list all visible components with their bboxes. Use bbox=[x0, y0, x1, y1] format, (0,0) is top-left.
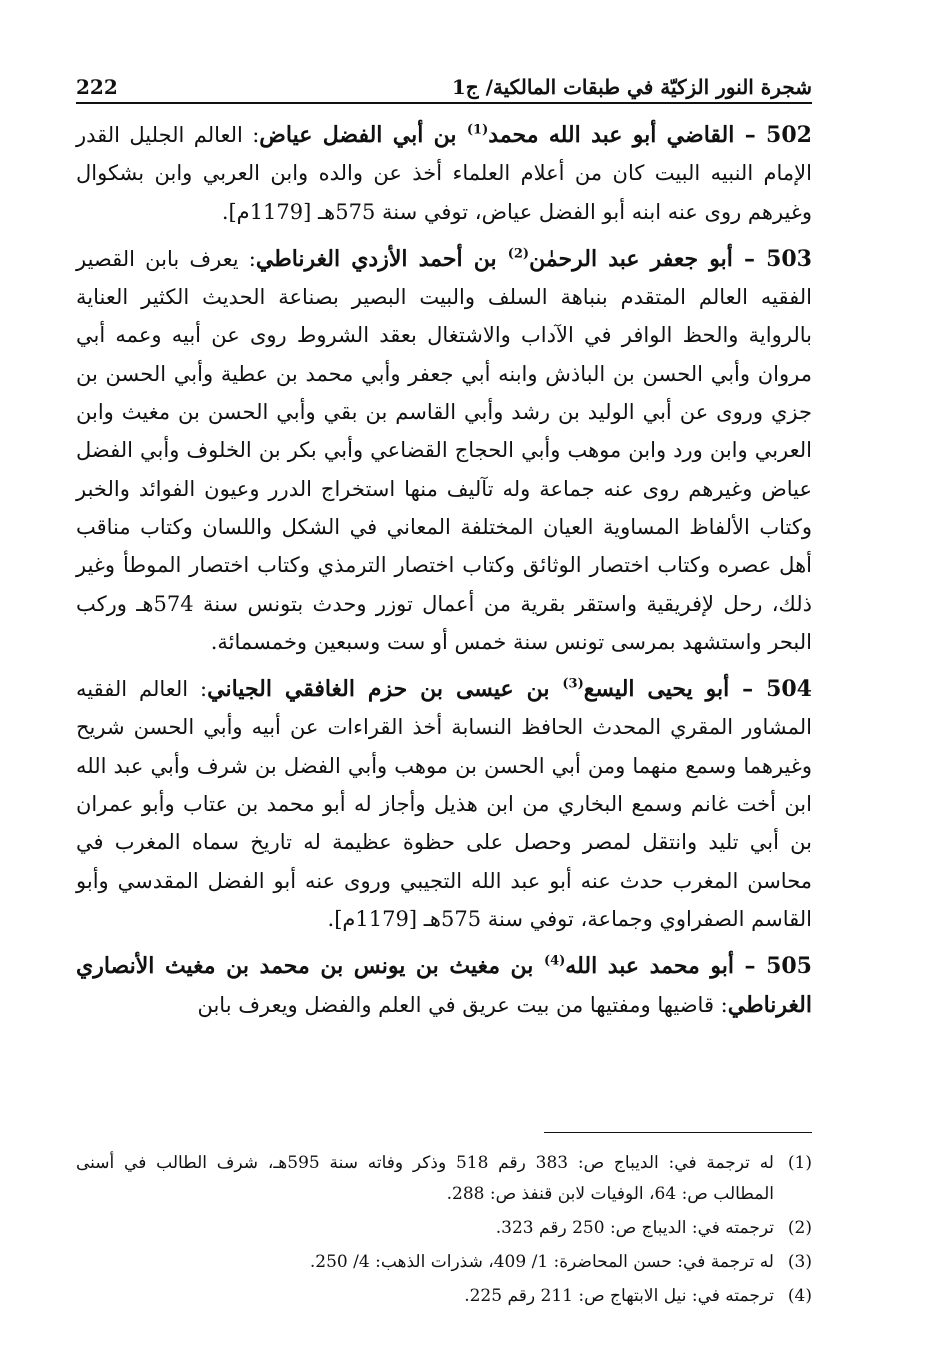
entry-number: 502 bbox=[766, 122, 812, 148]
footnote-number: (3) bbox=[787, 1252, 812, 1272]
running-title: شجرة النور الزكيّة في طبقات المالكية/ ج1 bbox=[451, 75, 812, 99]
entry-504 bbox=[76, 670, 812, 938]
footnote-4 bbox=[76, 1281, 812, 1312]
page-header bbox=[76, 66, 812, 100]
footnote-number: (2) bbox=[787, 1218, 812, 1238]
footnote-text: له ترجمة في: حسن المحاضرة: 1/ 409، شذرات الذهب: 4/ 250. bbox=[309, 1252, 774, 1272]
footnote-text: ترجمته في: الديباج ص: 250 رقم 323. bbox=[495, 1218, 774, 1238]
entry-503 bbox=[76, 240, 812, 661]
book-page bbox=[76, 66, 812, 1336]
entry-name: أبو يحيى اليسع bbox=[583, 676, 730, 703]
entry-number: 503 bbox=[766, 245, 812, 272]
entry-heading: 503 – أبو جعفر عبد الرحمٰن$^{(2)}$ بن أحمد الأزدي الغرناطي bbox=[255, 245, 812, 272]
footnotes bbox=[76, 1148, 812, 1315]
entry-name: أبو جعفر عبد الرحمٰن bbox=[529, 245, 733, 272]
header-rule bbox=[76, 102, 812, 104]
footnote-ref: (3) bbox=[562, 676, 584, 692]
entry-name-rest: بن مغيث بن يونس بن محمد بن مغيث الأنصاري الغرناطي bbox=[76, 953, 812, 1018]
entry-name: القاضي أبو عبد الله محمد bbox=[488, 122, 735, 148]
footnote-2 bbox=[76, 1213, 812, 1244]
entry-502 bbox=[76, 116, 812, 231]
entry-text: : قاضيها ومفتيها من بيت عريق في العلم والفضل ويعرف بابن bbox=[197, 992, 728, 1017]
footnote-number: (4) bbox=[787, 1286, 812, 1306]
entry-text: : العالم الفقيه المشاور المقري المحدث الحافظ النسابة أخذ القراءات عن أبيه وأبي الحسن شريح وغيرهما وسمع منهما ومن أبي الحسن بن موهب وأبي الفضل بن شرف وأبي عبد الله ابن أخت غانم وسمع البخاري من ابن هذيل وأجاز له أبو محمد بن عتاب وأبو عمران بن أبي تليد وانتقل لمصر وحصل على حظوة عظيمة له تاريخ سماه المغرب في محاسن المغرب حدث عنه أبو عبد الله التجيبي وروى عنه أبو الفضل المقدسي وأبو القاسم الصفراوي وجماعة، توفي سنة 575هـ [1179م]. bbox=[76, 677, 812, 931]
entry-text: : العالم الجليل القدر الإمام النبيه البيت كان من أعلام العلماء أخذ عن والده وابن العربي وابن بشكوال وغيرهم روى عنه ابنه أبو الفضل عياض، توفي سنة 575هـ [1179م]. bbox=[76, 123, 812, 224]
footnote-number: (1) bbox=[787, 1153, 812, 1173]
footnote-text: له ترجمة في: الديباج ص: 383 رقم 518 وذكر وفاته سنة 595هـ، شرف الطالب في أسنى المطالب ص: 64، الوفيات لابن قنفذ ص: 288. bbox=[76, 1153, 774, 1204]
entry-heading: 504 – أبو يحيى اليسع$^{(3)}$ بن عيسى بن حزم الغافقي الجياني bbox=[207, 676, 812, 703]
footnote-separator bbox=[544, 1132, 812, 1133]
footnote-ref: (1) bbox=[466, 122, 489, 138]
footnote-3 bbox=[76, 1247, 812, 1278]
entry-heading: 505 – أبو محمد عبد الله$^{(4)}$ بن مغيث بن يونس بن محمد بن مغيث الأنصاري الغرناطي bbox=[76, 953, 812, 1018]
entry-505 bbox=[76, 947, 812, 1024]
footnote-ref: (4) bbox=[543, 953, 566, 969]
entry-name-rest: بن أبي الفضل عياض bbox=[259, 122, 467, 148]
footnote-1 bbox=[76, 1148, 812, 1210]
entry-name-rest: بن عيسى بن حزم الغافقي الجياني bbox=[207, 676, 563, 703]
entry-heading: 502 – القاضي أبو عبد الله محمد$^{(1)}$ بن أبي الفضل عياض bbox=[259, 122, 812, 148]
entry-name-rest: بن أحمد الأزدي الغرناطي bbox=[255, 245, 508, 272]
main-text bbox=[76, 116, 812, 1033]
entry-number: 505 bbox=[766, 953, 812, 980]
footnote-text: ترجمته في: نيل الابتهاج ص: 211 رقم 225. bbox=[464, 1286, 774, 1306]
entry-text: : يعرف بابن القصير الفقيه العالم المتقدم بنباهة السلف والبيت البصير بصناعة الحديث الكثير العناية بالرواية والحظ الوافر في الآداب والاشتغال بعقد الشروط روى عن أبيه وعمه أبي مروان وأبي الحسن بن الباذش وابنه أبي جعفر وأبي محمد بن عطية وأبي الحسن بن جزي وروى عن أبي الوليد بن رشد وأبي القاسم بن بقي وأبي الحسن بن مغيث وابن العربي وابن ورد وابن موهب وأبي الحجاج القضاعي وأبي بكر بن الخلوف وأبي الفضل عياض وغيرهم روى عنه جماعة وله تآليف منها استخراج الدرر وعيون الفوائد والخبر وكتاب الألفاظ المساوية العيان المختلفة المعاني في الشكل واللسان وكتاب مناقب أهل عصره وكتاب اختصار الوثائق وكتاب اختصار الترمذي وكتاب اختصار الموطأ وغير ذلك، رحل لإفريقية واستقر بقرية من أعمال توزر وحدث بتونس سنة 574هـ وركب البحر واستشهد بمرسى تونس سنة خمس أو ست وسبعين وخمسمائة. bbox=[76, 246, 812, 654]
footnote-ref: (2) bbox=[507, 246, 530, 262]
entry-name: أبو محمد عبد الله bbox=[565, 953, 734, 980]
entry-number: 504 bbox=[766, 676, 812, 703]
page-number: 222 bbox=[76, 75, 118, 99]
